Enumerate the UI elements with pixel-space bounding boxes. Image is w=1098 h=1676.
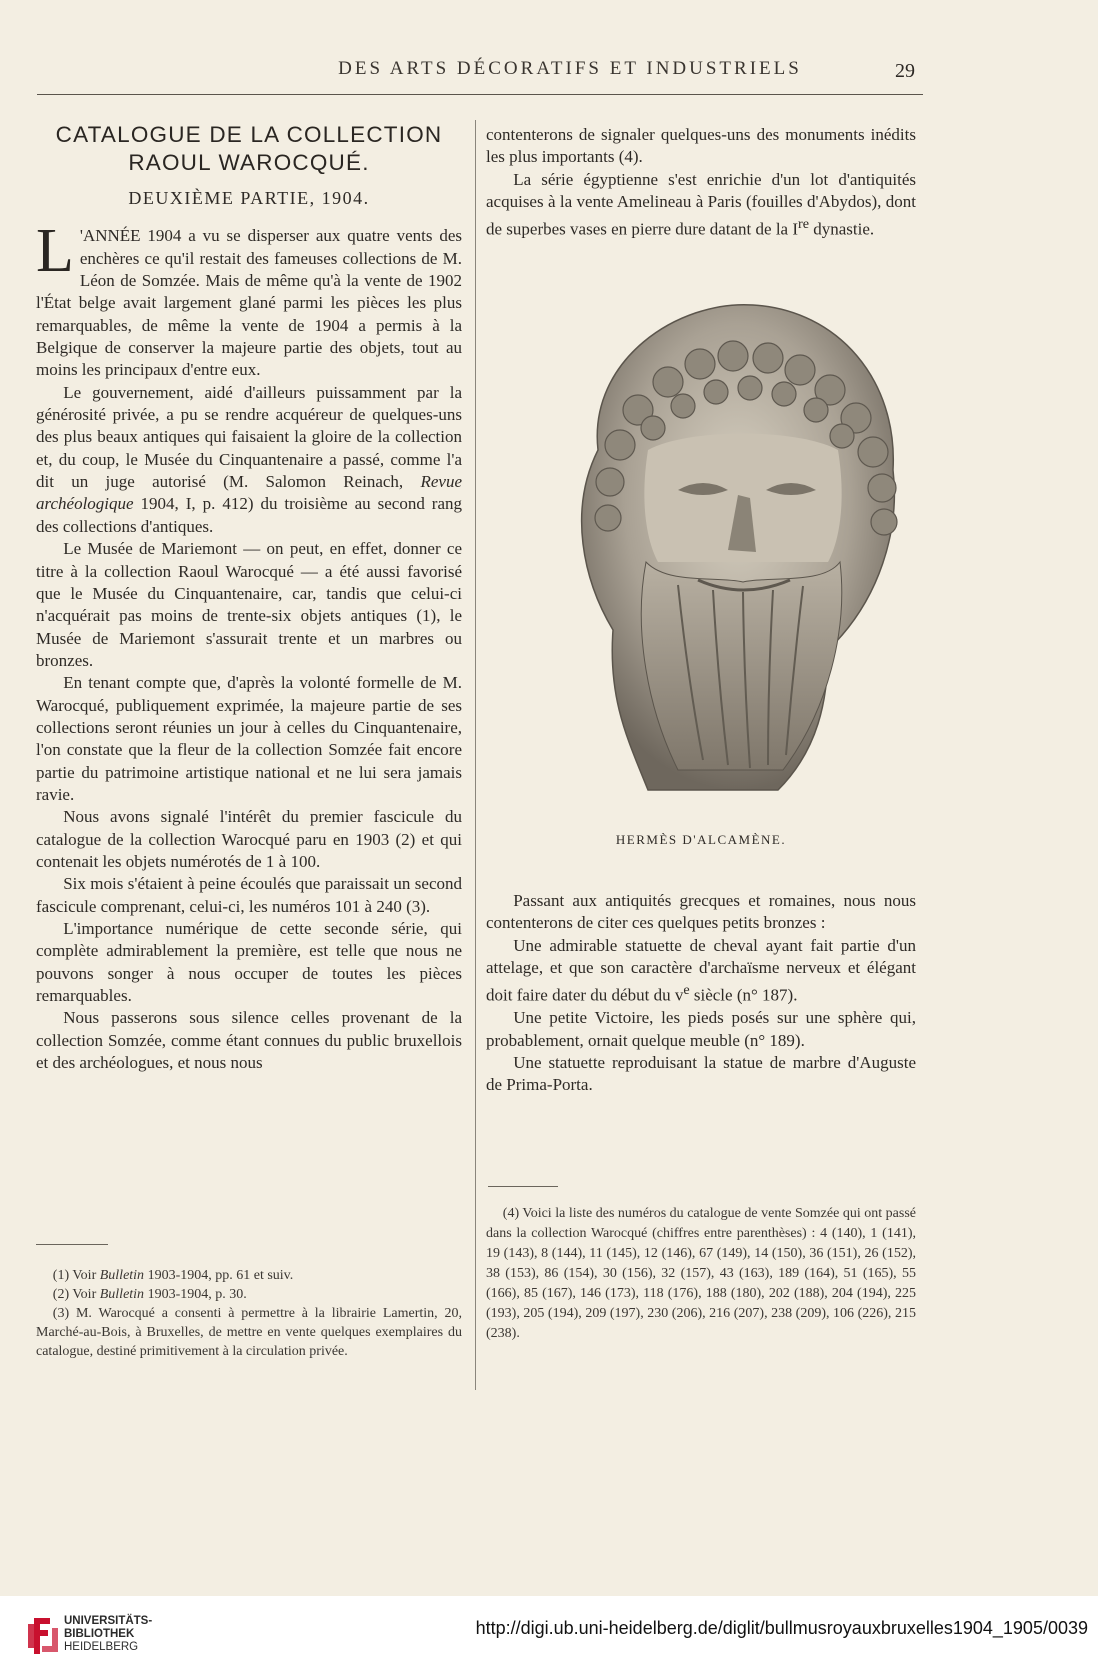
paragraph-6: Six mois s'étaient à peine écoulés que paraissait un second fascicule comprenant, celui-ci, les numéros 101 à 240 (3). xyxy=(36,874,462,916)
library-name-line3: HEIDELBERG xyxy=(64,1641,139,1653)
right-paragraph-2-text-b: dynastie. xyxy=(809,220,875,240)
footnote-1-journal: Bulletin xyxy=(99,1268,145,1283)
article-title xyxy=(36,121,462,177)
footnote-3: (3) M. Warocqué a consenti à permettre à la librairie Lamertin, 20, Marché-au-Bois, à Bruxelles, de mettre en vente quelques exemplaires du catalogue, destiné primitivement à la circulation privée. xyxy=(36,1306,462,1359)
paragraph-2 xyxy=(36,382,462,538)
superscript-e: e xyxy=(683,982,690,999)
superscript-re: re xyxy=(798,216,810,233)
right-paragraph-5: Une petite Victoire, les pieds posés sur une sphère qui, probablement, ornait quelque meuble (n° 189). xyxy=(486,1008,916,1050)
footnotes-left xyxy=(36,1266,462,1361)
drop-cap: L xyxy=(36,217,74,286)
library-name-line1: UNIVERSITÄTS- xyxy=(64,1615,153,1627)
paragraph-1-text: 'ANNÉE 1904 a vu se disperser aux quatre vents des enchères ce qu'il restait des fameuses collections de M. Léon de Somzée. Mais de même qu'à la vente de 1902 l'État belge avait largement glané parmi les pièces les plus remarquables, de même la vente de 1904 a permis à la Belgique de conserver la majeure partie des objets, tout au moins les principaux d'entre eux. xyxy=(36,226,462,380)
right-paragraph-4 xyxy=(486,935,916,1008)
footnote-2-text-b: 1903-1904, p. 30. xyxy=(147,1287,247,1302)
hermes-sculpture-photo xyxy=(528,300,920,800)
library-footer xyxy=(0,1596,1098,1676)
right-column-bottom xyxy=(486,890,916,1097)
right-column-top xyxy=(486,124,916,241)
library-logo-icon xyxy=(20,1612,62,1660)
right-paragraph-1: contenterons de signaler quelques-uns des monuments inédits les plus importants (4). xyxy=(486,125,916,167)
footnote-1-text-a: (1) Voir xyxy=(52,1268,97,1283)
article-subtitle: DEUXIÈME PARTIE, 1904. xyxy=(128,188,370,208)
source-url[interactable]: http://digi.ub.uni-heidelberg.de/diglit/bullmusroyauxbruxelles1904_1905/0039 xyxy=(475,1618,1088,1638)
paragraph-8: Nous passerons sous silence celles provenant de la collection Somzée, comme étant connues du public bruxellois et des archéologues, et nous nous xyxy=(36,1008,462,1073)
header-rule xyxy=(37,94,923,95)
footnote-rule-right xyxy=(488,1186,558,1187)
face xyxy=(644,434,841,563)
footnote-4: (4) Voici la liste des numéros du catalogue de vente Somzée qui ont passé dans la collection Warocqué (chiffres entre parenthèses) : 4 (140), 1 (141), 19 (143), 8 (144), 11 (145), 12 (146), 67 (149), 14 (150), 36 (151), 26 (152), 38 (153), 86 (154), 30 (156), 32 (157), 43 (163), 189 (164), 51 (165), 55 (166), 85 (167), 146 (173), 118 (176), 188 (180), 202 (188), 204 (194), 225 (193), 205 (194), 209 (197), 230 (206), 216 (207), 238 (209), 106 (226), 215 (238). xyxy=(486,1206,916,1341)
article-title-line1: CATALOGUE DE LA COLLECTION xyxy=(55,122,443,147)
paragraph-5: Nous avons signalé l'intérêt du premier fascicule du catalogue de la collection Warocqué paru en 1903 (2) et qui contenait les objets numérotés de 1 à 100. xyxy=(36,807,462,871)
journal-title: Revue archéologique xyxy=(36,472,463,514)
paragraph-4: En tenant compte que, d'après la volonté formelle de M. Warocqué, publiquement exprimée, la majeure partie de ses collections seront réunies un jour à celles du Cinquantenaire, l'on constate que la fleur de la collection Somzée fait encore partie du patrimoine artistique national et ne lui sera jamais ravie. xyxy=(36,673,462,804)
library-name xyxy=(64,1615,152,1654)
article-title-line2: RAOUL WAROCQUÉ. xyxy=(128,150,370,175)
footnote-2 xyxy=(36,1285,462,1304)
right-paragraph-6: Une statuette reproduisant la statue de marbre d'Auguste de Prima-Porta. xyxy=(486,1053,916,1095)
column-divider xyxy=(475,120,476,1390)
paragraph-2-text-a: Le gouvernement, aidé d'ailleurs puissamment par la générosité privée, a pu se rendre acquéreur de quelques-uns des plus beaux antiques qui faisaient la gloire de la collection et, du coup, le Musée du Cinquantenaire a passé, comme l'a dit un juge autorisé (M. Salomon Reinach, xyxy=(36,382,462,492)
right-paragraph-2-text-a: La série égyptienne s'est enrichie d'un lot d'antiquités acquises à la vente Amelineau à Paris (fouilles d'Abydos), dont de superbes vases en pierre dure datant de la I xyxy=(486,169,916,240)
right-paragraph-2 xyxy=(486,169,916,242)
footnote-2-journal: Bulletin xyxy=(99,1287,145,1302)
paragraph-7: L'importance numérique de cette seconde série, qui complète admirablement la première, est telle que nous ne pouvons songer à nous occuper de toutes les pièces remarquables. xyxy=(36,919,462,1006)
right-paragraph-4-text-a: Une admirable statuette de cheval ayant fait partie d'un attelage, et que son caractère d'archaïsme nerveux et élégant doit faire dater du début du v xyxy=(486,935,916,1006)
right-paragraph-4-text-b: siècle (n° 187). xyxy=(689,986,798,1006)
left-column xyxy=(36,121,462,1074)
paragraph-3: Le Musée de Mariemont — on peut, en effet, donner ce titre à la collection Raoul Warocqué — a été aussi favorisé que le Musée du Cinquantenaire, car, tandis que celui-ci n'acquérait pas moins de trente-six objets antiques (1), le Musée de Mariemont s'assurait trente et un marbres ou bronzes. xyxy=(36,539,462,670)
page-number: 29 xyxy=(895,60,915,82)
footnote-2-text-a: (2) Voir xyxy=(52,1287,97,1302)
footnotes-right xyxy=(486,1204,916,1344)
running-head: DES ARTS DÉCORATIFS ET INDUSTRIELS xyxy=(338,58,802,79)
library-name-line2: BIBLIOTHEK xyxy=(64,1628,135,1640)
paragraph-2-text-b: 1904, I, p. 412) du troisième au second rang des collections d'antiques. xyxy=(36,494,463,536)
right-paragraph-3: Passant aux antiquités grecques et romaines, nous nous contenterons de citer ces quelques petits bronzes : xyxy=(486,891,916,933)
footnote-1 xyxy=(36,1266,462,1285)
footnote-rule-left xyxy=(36,1244,108,1245)
footnote-1-text-b: 1903-1904, pp. 61 et suiv. xyxy=(147,1268,294,1283)
figure-caption: HERMÈS D'ALCAMÈNE. xyxy=(615,832,787,847)
paragraph-1 xyxy=(36,217,462,381)
